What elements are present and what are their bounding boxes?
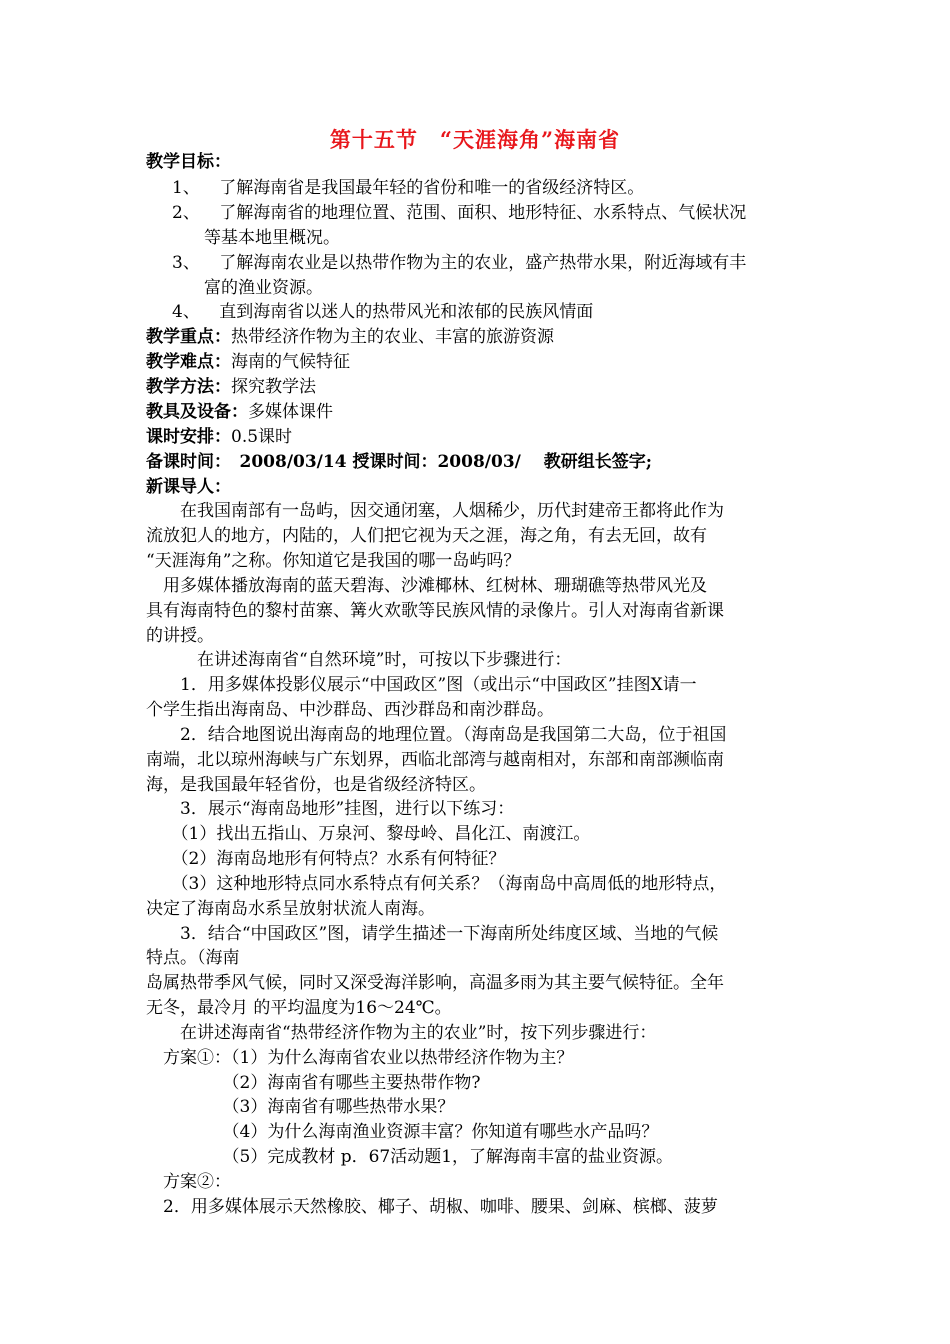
body-line: 南端，北以琼州海峡与广东划界，西临北部湾与越南相对，东部和南部濒临南 [146, 750, 724, 770]
intro-label: 新课导人： [146, 477, 231, 497]
body-line: 方案①：（1）为什么海南省农业以热带经济作物为主？ [146, 1048, 574, 1068]
method-value: 探究教学法 [231, 377, 316, 397]
body-line: 2．结合地图说出海南岛的地理位置。（海南岛是我国第二大岛，位于祖国 [146, 725, 727, 745]
body-line: 3．展示“海南岛地形”挂图，进行以下练习： [146, 799, 515, 819]
goal-number: 2、 [172, 203, 200, 223]
body-line: “天涯海角”之称。你知道它是我国的哪一岛屿吗？ [146, 551, 521, 571]
difficulty-row [146, 351, 350, 373]
goal-1 [172, 177, 644, 199]
body-line: 具有海南特色的黎村苗寨、篝火欢歌等民族风情的录像片。引人对海南省新课 [146, 601, 724, 621]
body-line: 海，是我国最年轻省份，也是省级经济特区。 [146, 775, 486, 795]
goals-label: 教学目标： [146, 152, 231, 172]
goal-4 [172, 301, 593, 323]
body-line: 岛属热带季风气候，同时又深受海洋影响，高温多雨为其主要气候特征。全年 [146, 973, 724, 993]
goal-text: 了解海南省的地理位置、范围、面积、地形特征、水系特点、气候状况 [219, 203, 747, 223]
goal-2 [172, 202, 746, 224]
body-line: 方案②： [146, 1172, 231, 1192]
hours-label: 课时安排： [146, 427, 231, 447]
difficulty-label: 教学难点： [146, 352, 231, 372]
body-line: （2）海南岛地形有何特点？水系有何特征？ [146, 849, 506, 869]
key-point-label: 教学重点： [146, 327, 231, 347]
body-line: 2．用多媒体展示天然橡胶、椰子、胡椒、咖啡、腰果、剑麻、槟榔、菠萝 [146, 1197, 718, 1217]
tools-row [146, 401, 333, 423]
difficulty-value: 海南的气候特征 [231, 352, 350, 372]
page-title: 第十五节 “天涯海角”海南省 [329, 127, 621, 152]
key-point-row [146, 326, 554, 348]
goal-3 [172, 252, 746, 274]
method-label: 教学方法： [146, 377, 231, 397]
body-line: 1．用多媒体投影仪展示“中国政区”图（或出示“中国政区”挂图X请一 [146, 675, 697, 695]
goal-text-cont: 等基本地里概况。 [204, 228, 340, 248]
body-line: 3．结合“中国政区”图，请学生描述一下海南所处纬度区域、当地的气候 [146, 924, 719, 944]
method-row [146, 376, 316, 398]
body-line: （4）为什么海南渔业资源丰富？你知道有哪些水产品吗？ [146, 1122, 659, 1142]
prep-row: 备课时间： 2008/03/14 授课时间：2008/03/ 教研组长签字; [146, 452, 653, 472]
body-line: 用多媒体播放海南的蓝天碧海、沙滩椰林、红树林、珊瑚礁等热带风光及 [146, 576, 707, 596]
body-line: （3）海南省有哪些热带水果？ [146, 1097, 455, 1117]
body-line: （5）完成教材 p．67活动题1，了解海南丰富的盐业资源。 [146, 1147, 674, 1167]
body-line: 在我国南部有一岛屿，因交通闭塞，人烟稀少，历代封建帝王都将此作为 [146, 501, 724, 521]
goal-text: 了解海南农业是以热带作物为主的农业，盛产热带水果，附近海域有丰 [219, 253, 747, 273]
body-line: 无冬，最冷月 的平均温度为16～24℃。 [146, 998, 452, 1018]
goal-text: 了解海南省是我国最年轻的省份和唯一的省级经济特区。 [219, 178, 645, 198]
goal-number: 4、 [172, 302, 200, 322]
body-line: （3）这种地形特点同水系特点有何关系？（海南岛中高周低的地形特点， [146, 874, 727, 894]
hours-value: 0.5课时 [231, 427, 293, 447]
body-line: 的讲授。 [146, 626, 214, 646]
goal-text: 直到海南省以迷人的热带风光和浓郁的民族风情面 [219, 302, 594, 322]
body-line: 特点。（海南 [146, 948, 240, 968]
body-line: 决定了海南岛水系呈放射状流人南海。 [146, 899, 435, 919]
body-line: （1）找出五指山、万泉河、黎母岭、昌化江、南渡江。 [146, 824, 591, 844]
tools-label: 教具及设备： [146, 402, 248, 422]
hours-row [146, 426, 292, 448]
goal-number: 3、 [172, 253, 200, 273]
body-line: （2）海南省有哪些主要热带作物? [146, 1073, 481, 1093]
goal-number: 1、 [172, 178, 200, 198]
tools-value: 多媒体课件 [248, 402, 333, 422]
body-line: 在讲述海南省“自然环境”时，可按以下步骤进行： [146, 650, 572, 670]
body-line: 流放犯人的地方，内陆的，人们把它视为天之涯，海之角，有去无回，故有 [146, 526, 707, 546]
body-line: 个学生指出海南岛、中沙群岛、西沙群岛和南沙群岛。 [146, 700, 554, 720]
body-line: 在讲述海南省“热带经济作物为主的农业”时，按下列步骤进行： [146, 1023, 657, 1043]
key-point-value: 热带经济作物为主的农业、丰富的旅游资源 [231, 327, 554, 347]
goal-text-cont: 富的渔业资源。 [204, 278, 323, 298]
